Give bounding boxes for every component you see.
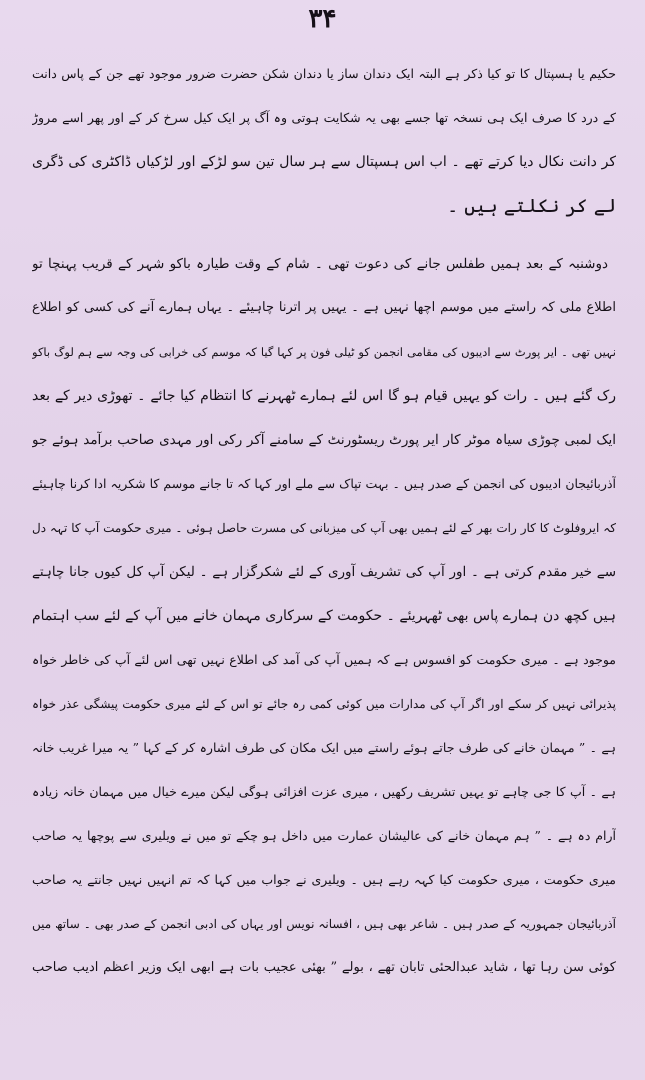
text-line: سے خیر مقدم کرتی ہے ۔ اور آپ کی تشریف آوری کے لئے شکرگزار ہے ۔ لیکن آپ کل کیوں جانا چاہتے	[32, 564, 616, 580]
page-number: ۳۴	[308, 4, 337, 34]
text-line: کوئی سن رہا تھا ، شاید عبدالحئی تابان تھے ، بولے ” بھئی عجیب بات ہے ابھی ایک وزیر اعظم ادیب صاحب	[32, 960, 616, 975]
text-line: ایک لمبی چوڑی سیاہ موٹر کار ایر پورٹ ریسٹورنٹ کے سامنے آکر رکی اور مہدی صاحب برآمد ہوئے جو	[32, 432, 616, 448]
text-line: نہیں تھی ۔ ایر پورٹ سے ادیبوں کی مقامی انجمن کو ٹیلی فون پر کہا گیا کہ موسم کی خرابی کی وجہ سے ہم لوگ باکو	[32, 345, 616, 359]
text-line: دوشنبہ کے بعد ہمیں طفلس جانے کی دعوت تھی ۔ شام کے وقت طیارہ باکو شہر کے قریب پہنچا تو	[32, 256, 608, 272]
paragraph-2	[32, 242, 616, 990]
text-line: اطلاع ملی کہ راستے میں موسم اچھا نہیں ہے ۔ یہیں پر اترنا چاہیئے ۔ یہاں ہمارے آنے کی کسی کو اطلاع	[32, 300, 616, 315]
text-line: لے کر نکلتے ہیں ۔	[447, 195, 616, 217]
text-line: آذربائیجان ادیبوں کی انجمن کے صدر ہیں ۔ بہت تپاک سے ملے اور کہا کہ تا جانے موسم کا شکریہ ادا کرنا چاہیئے	[32, 476, 616, 491]
text-line: آرام دہ ہے ۔ ” ہم مہمان خانے کی عالیشان عمارت میں داخل ہو چکے تو میں نے ویلیری سے پوچھا یہ صاحب	[32, 828, 616, 843]
text-line: رک گئے ہیں ۔ رات کو یہیں قیام ہو گا اس لئے ہمارے ٹھہرنے کا انتظام کیا جائے ۔ تھوڑی دیر کے بعد	[32, 388, 616, 404]
text-line: کے درد کا صرف ایک ہی نسخہ تھا جسے بھی یہ شکایت ہوتی وہ آگ پر ایک کیل سرخ کر کے اور پھر اسے مروڑ	[32, 110, 616, 125]
text-line: میری حکومت ، میری حکومت کیا کہہ رہے ہیں ۔ ویلیری نے جواب میں کہا کہ تم انہیں نہیں جانتے یہ صاحب	[32, 872, 616, 887]
text-line: ہے ۔ ” مہمان خانے کی طرف جاتے ہوئے راستے میں ایک مکان کی طرف اشارہ کر کے کہا ” یہ میرا غریب خانہ	[32, 740, 616, 755]
paragraph-1	[32, 52, 616, 228]
text-line: آذربائیجان جمہوریہ کے صدر ہیں ۔ شاعر بھی ہیں ، افسانہ نویس اور یہاں کی ادبی انجمن کے صدر بھی ۔ ساتھ میں	[32, 917, 616, 931]
text-line: پذیرائی نہیں کر سکے اور اگر آپ کی مدارات میں کوئی کمی رہ جائے تو اس کے لئے میری حکومت پیشگی عذر خواہ	[32, 697, 616, 711]
text-line: ہے ۔ آپ کا جی چاہے تو یہیں تشریف رکھیں ، میری عزت افزائی ہوگی لیکن میرے خیال میں مہمان خانہ زیادہ	[32, 784, 616, 799]
text-line: ہیں کچھ دن ہمارے پاس بھی ٹھہریئے ۔ حکومت کے سرکاری مہمان خانے میں آپ کے لئے سب اہتمام	[32, 608, 616, 624]
text-line: موجود ہے ۔ میری حکومت کو افسوس ہے کہ ہمیں آپ کی آمد کی اطلاع نہیں تھی اس لئے آپ کی خاطر خواہ	[32, 652, 616, 667]
page-body	[32, 52, 616, 990]
text-line: حکیم یا ہسپتال کا تو کیا ذکر ہے البتہ ایک دندان ساز یا دندان شکن حضرت ضرور موجود تھے جن کے پاس دانت	[32, 66, 616, 81]
text-line: کہ ایروفلوٹ کا کار رات بھر کے لئے ہمیں بھی آپ کی میزبانی کی مسرت حاصل ہوئی ۔ میری حکومت آپ کا تہہ دل	[32, 521, 616, 535]
text-line: کر دانت نکال دیا کرتے تھے ۔ اب اس ہسپتال سے ہر سال تین سو لڑکے اور لڑکیاں ڈاکٹری کی ڈگری	[32, 154, 616, 170]
